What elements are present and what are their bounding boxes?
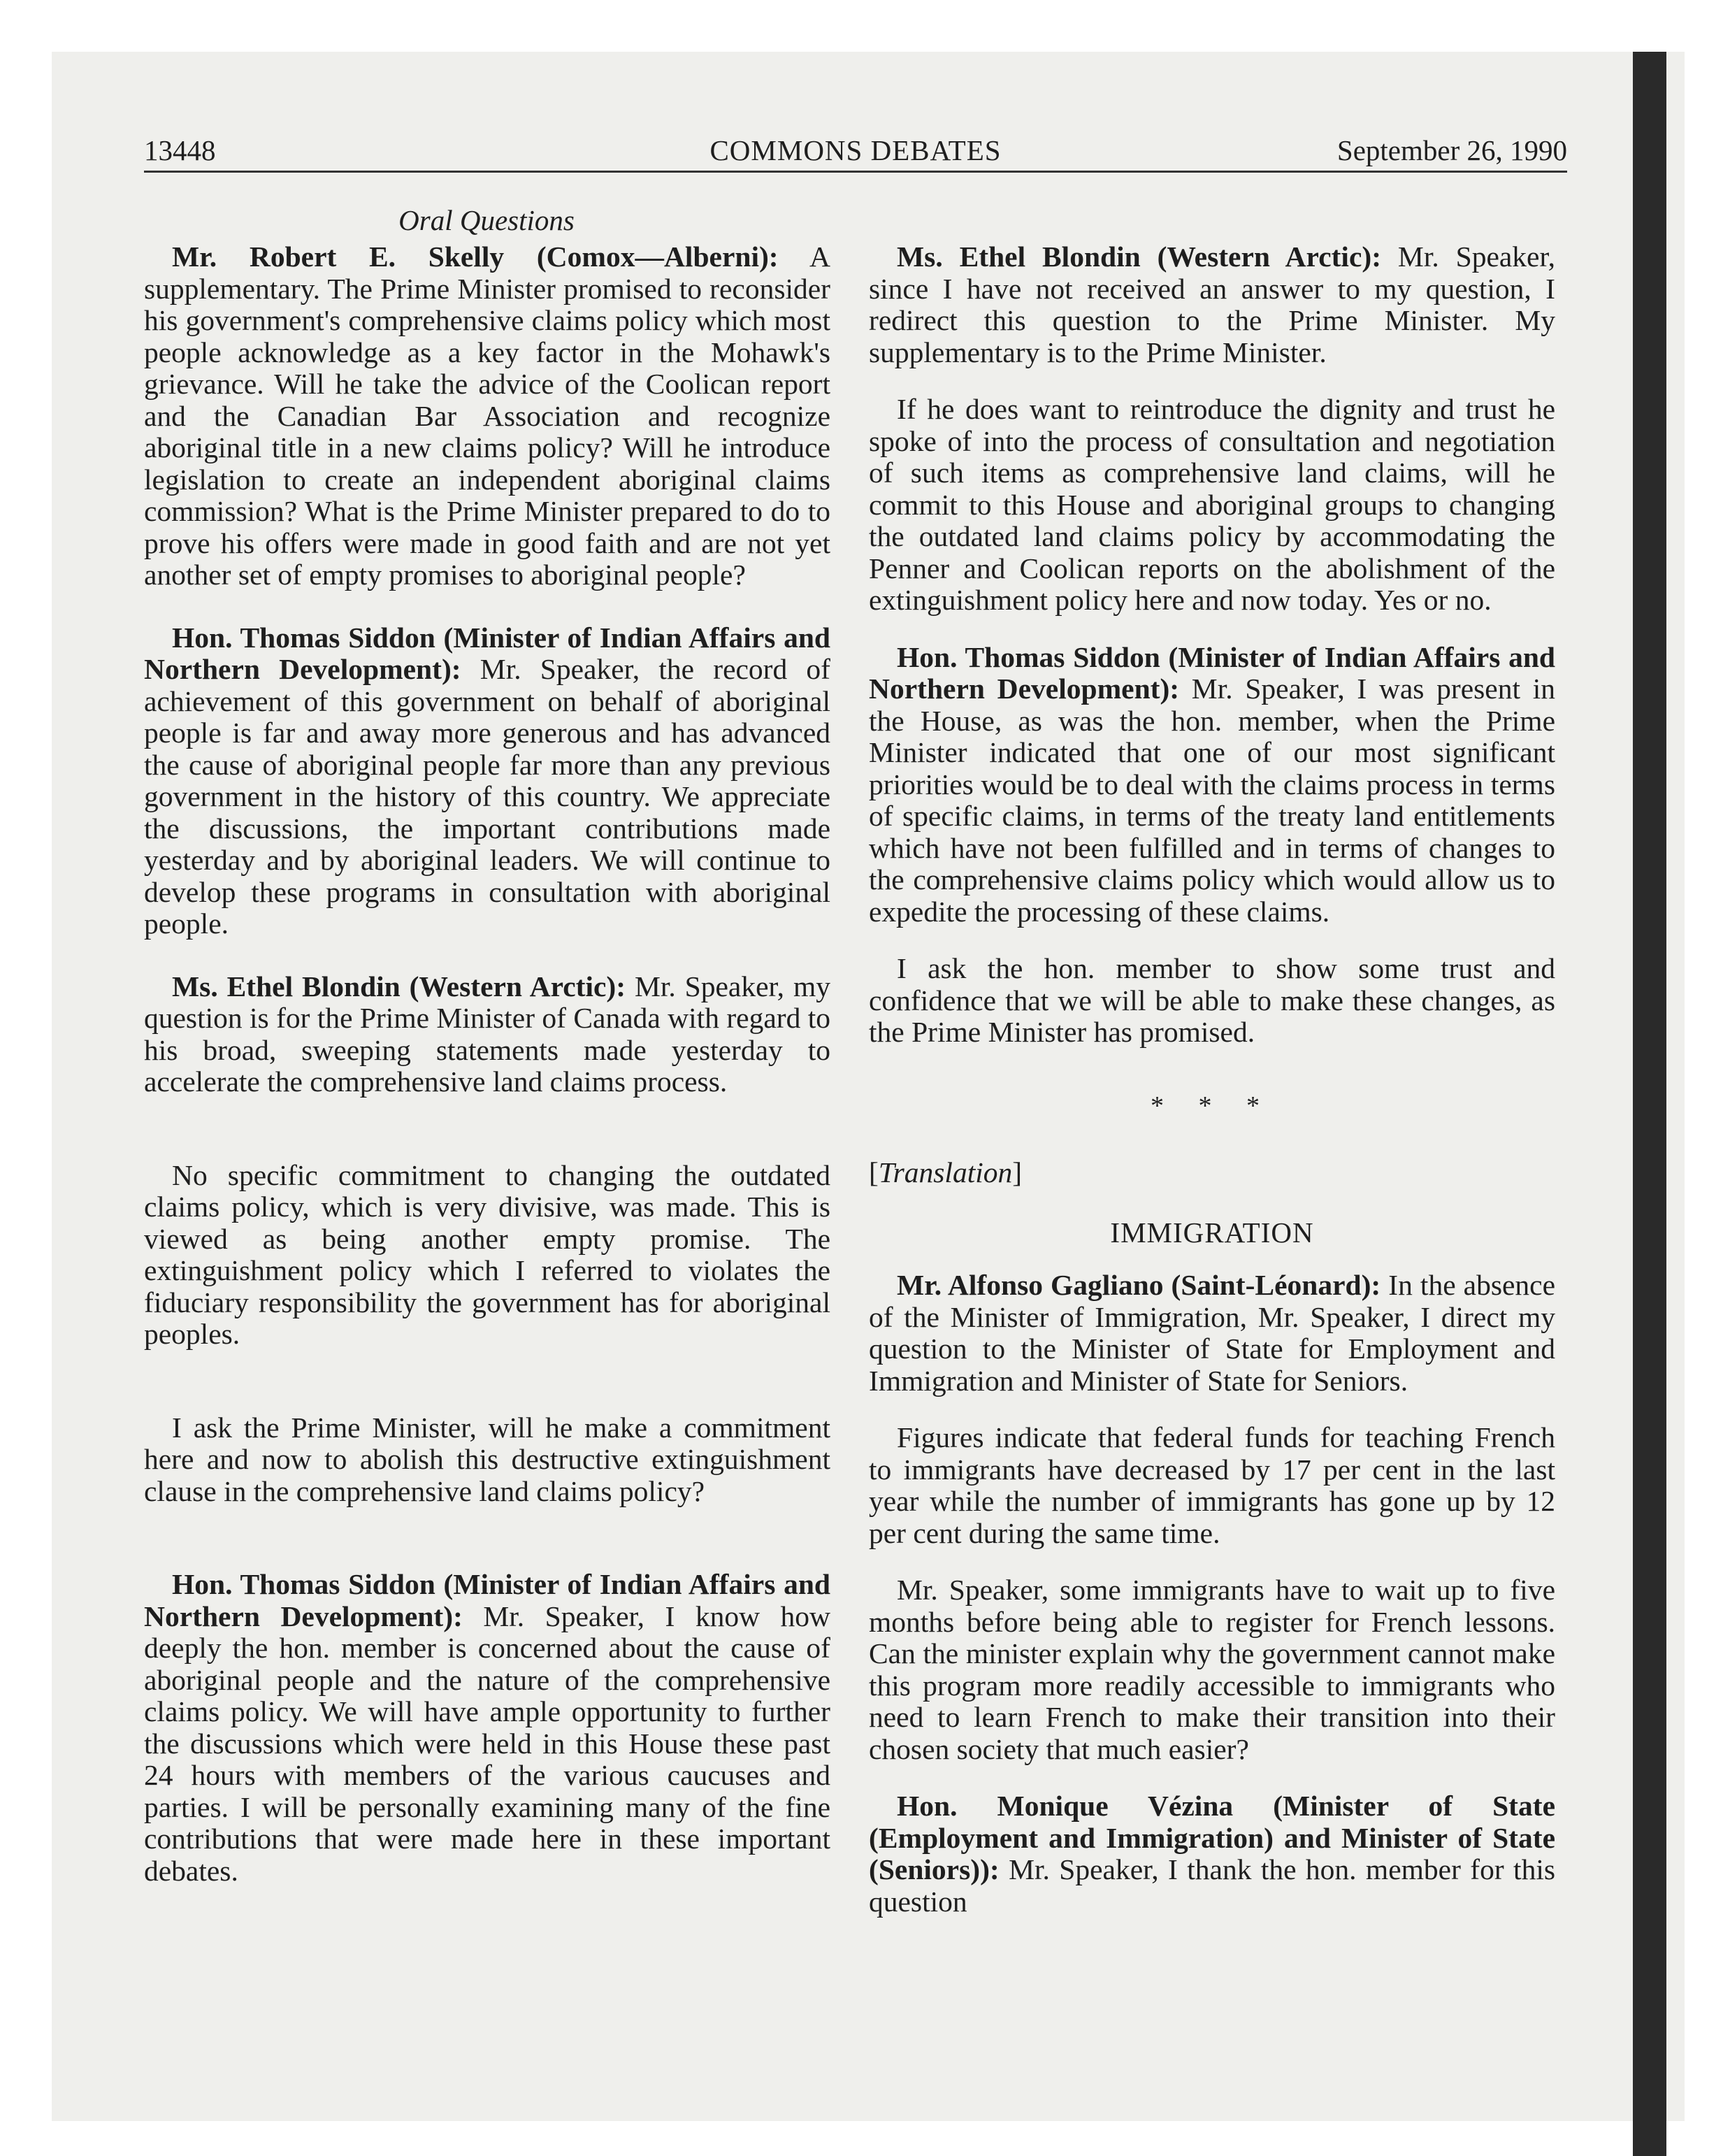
binding-edge [1633, 52, 1666, 2156]
paragraph-text: A supplementary. The Prime Minister promised to reconsider his government's comprehensive claims policy which most people acknowledge as a key factor in the Mohawk's grievance. Will he take the advice of the Coolican report and the Canadian Bar Association and recognize aboriginal title in a new claims policy? Will he introduce legislation to create an independent aboriginal claims commission? What is the Prime Minister prepared to do to prove his offers were made in good faith and are not yet another set of empty promises to aboriginal people? [144, 240, 830, 591]
speaker-name: Hon. Thomas Siddon (Minister of Indian Affairs and Northern Development): [869, 640, 1555, 705]
paragraph [869, 1790, 1555, 1918]
paragraph [144, 971, 830, 1098]
paragraph [869, 953, 1555, 1049]
paragraph-text: I ask the hon. member to show some trust and confidence that we will be able to make these changes, as the Prime Minister has promised. [869, 952, 1555, 1048]
paragraph [869, 1422, 1555, 1549]
paragraph [144, 1160, 830, 1351]
page-header [144, 129, 1567, 171]
paragraph-text: Mr. Speaker, I thank the hon. member for this question [869, 1853, 1555, 1918]
section-heading: IMMIGRATION [1110, 1216, 1314, 1249]
page-number: 13448 [144, 134, 216, 166]
section-separator: * * * [1151, 1091, 1274, 1121]
header-rule [144, 171, 1567, 173]
paragraph-text: Mr. Speaker, since I have not received an answer to my question, I redirect this question to the Prime Minister. My supplementary is to the Prime Minister. [869, 240, 1555, 368]
speaker-name: Hon. Monique Vézina (Minister of State (Employment and Immigration) and Minister of State (Seniors)): [869, 1790, 1555, 1885]
speaker-name: Ms. Ethel Blondin (Western Arctic): [172, 970, 626, 1002]
speaker-name: Mr. Alfonso Gagliano (Saint-Léonard): [897, 1269, 1381, 1301]
paragraph-text: Mr. Speaker, some immigrants have to wait up to five months before being able to register for French lessons. Can the minister explain why the government cannot make this program more readily accessible to immigrants who need to learn French to make their transition into their chosen society that much easier? [869, 1574, 1555, 1765]
paragraph [144, 622, 830, 940]
paragraph [869, 394, 1555, 617]
paragraph [869, 241, 1555, 368]
paragraph [869, 1574, 1555, 1765]
paragraph-text: Mr. Speaker, the record of achievement of this government on behalf of aboriginal people is far and away more generous and has advanced the cause of aboriginal people far more than any previous government in the history of this country. We appreciate the discussions, the important contributions made yesterday and by aboriginal leaders. We will continue to develop these programs in consultation with aboriginal people. [144, 653, 830, 940]
paragraph-text: In the absence of the Minister of Immigration, Mr. Speaker, I direct my question to the Minister of State for Employment and Immigration and Minister of State for Seniors. [869, 1269, 1555, 1397]
paragraph-text: I ask the Prime Minister, will he make a commitment here and now to abolish this destructive extinguishment clause in the comprehensive land claims policy? [144, 1411, 830, 1507]
speaker-name: Ms. Ethel Blondin (Western Arctic): [897, 240, 1382, 273]
paragraph-text: Figures indicate that federal funds for teaching French to immigrants have decreased by 17 per cent in the last year while the number of immigrants has gone up by 12 per cent during the same time. [869, 1421, 1555, 1549]
translation-label: Translation [878, 1156, 1013, 1188]
paragraph-text: No specific commitment to changing the outdated claims policy, which is very divisive, was made. This is viewed as being another empty promise. The extinguishment policy which I referred to violates the fiduciary responsibility the government has for aboriginal peoples. [144, 1158, 830, 1350]
paragraph [144, 241, 830, 591]
paragraph-text: Mr. Speaker, I was present in the House, as was the hon. member, when the Prime Minister indicated that one of our most significant priorities would be to deal with the claims process in terms of specific claims, in terms of the treaty land entitlements which have not been fulfilled and in terms of changes to the comprehensive claims policy which would allow us to expedite the processing of these claims. [869, 673, 1555, 928]
paragraph [869, 1270, 1555, 1397]
section-title: Oral Questions [398, 204, 575, 236]
translation-note: [Translation] [869, 1156, 1023, 1188]
paragraph [144, 1412, 830, 1508]
paragraph [144, 1569, 830, 1887]
publication-title: COMMONS DEBATES [709, 134, 1002, 166]
paragraph [869, 642, 1555, 928]
paragraph-text: Mr. Speaker, my question is for the Prime Minister of Canada with regard to his broad, sweeping statements made yesterday to accelerate the comprehensive land claims process. [144, 970, 830, 1098]
left-column [144, 241, 830, 1887]
speaker-name: Mr. Robert E. Skelly (Comox—Alberni): [172, 240, 779, 273]
right-column [869, 241, 1555, 1918]
publication-date: September 26, 1990 [1336, 134, 1567, 166]
paragraph-text: If he does want to reintroduce the dignity and trust he spoke of into the process of consultation and negotiation of such items as comprehensive land claims, will he commit to this House and aboriginal groups to changing the outdated land claims policy by accommodating the Penner and Coolican reports on the abolishment of the extinguishment policy here and now today. Yes or no. [869, 393, 1555, 616]
speaker-name: Hon. Thomas Siddon (Minister of Indian Affairs and Northern Development): [144, 1568, 830, 1632]
speaker-name: Hon. Thomas Siddon (Minister of Indian Affairs and Northern Development): [144, 621, 830, 685]
paragraph-text: Mr. Speaker, I know how deeply the hon. member is concerned about the cause of aboriginal people and the nature of the comprehensive claims policy. We will have ample opportunity to further the discussions which were held in this House these past 24 hours with members of the various caucuses and parties. I will be personally examining many of the fine contributions that were made here in these important debates. [144, 1600, 830, 1887]
